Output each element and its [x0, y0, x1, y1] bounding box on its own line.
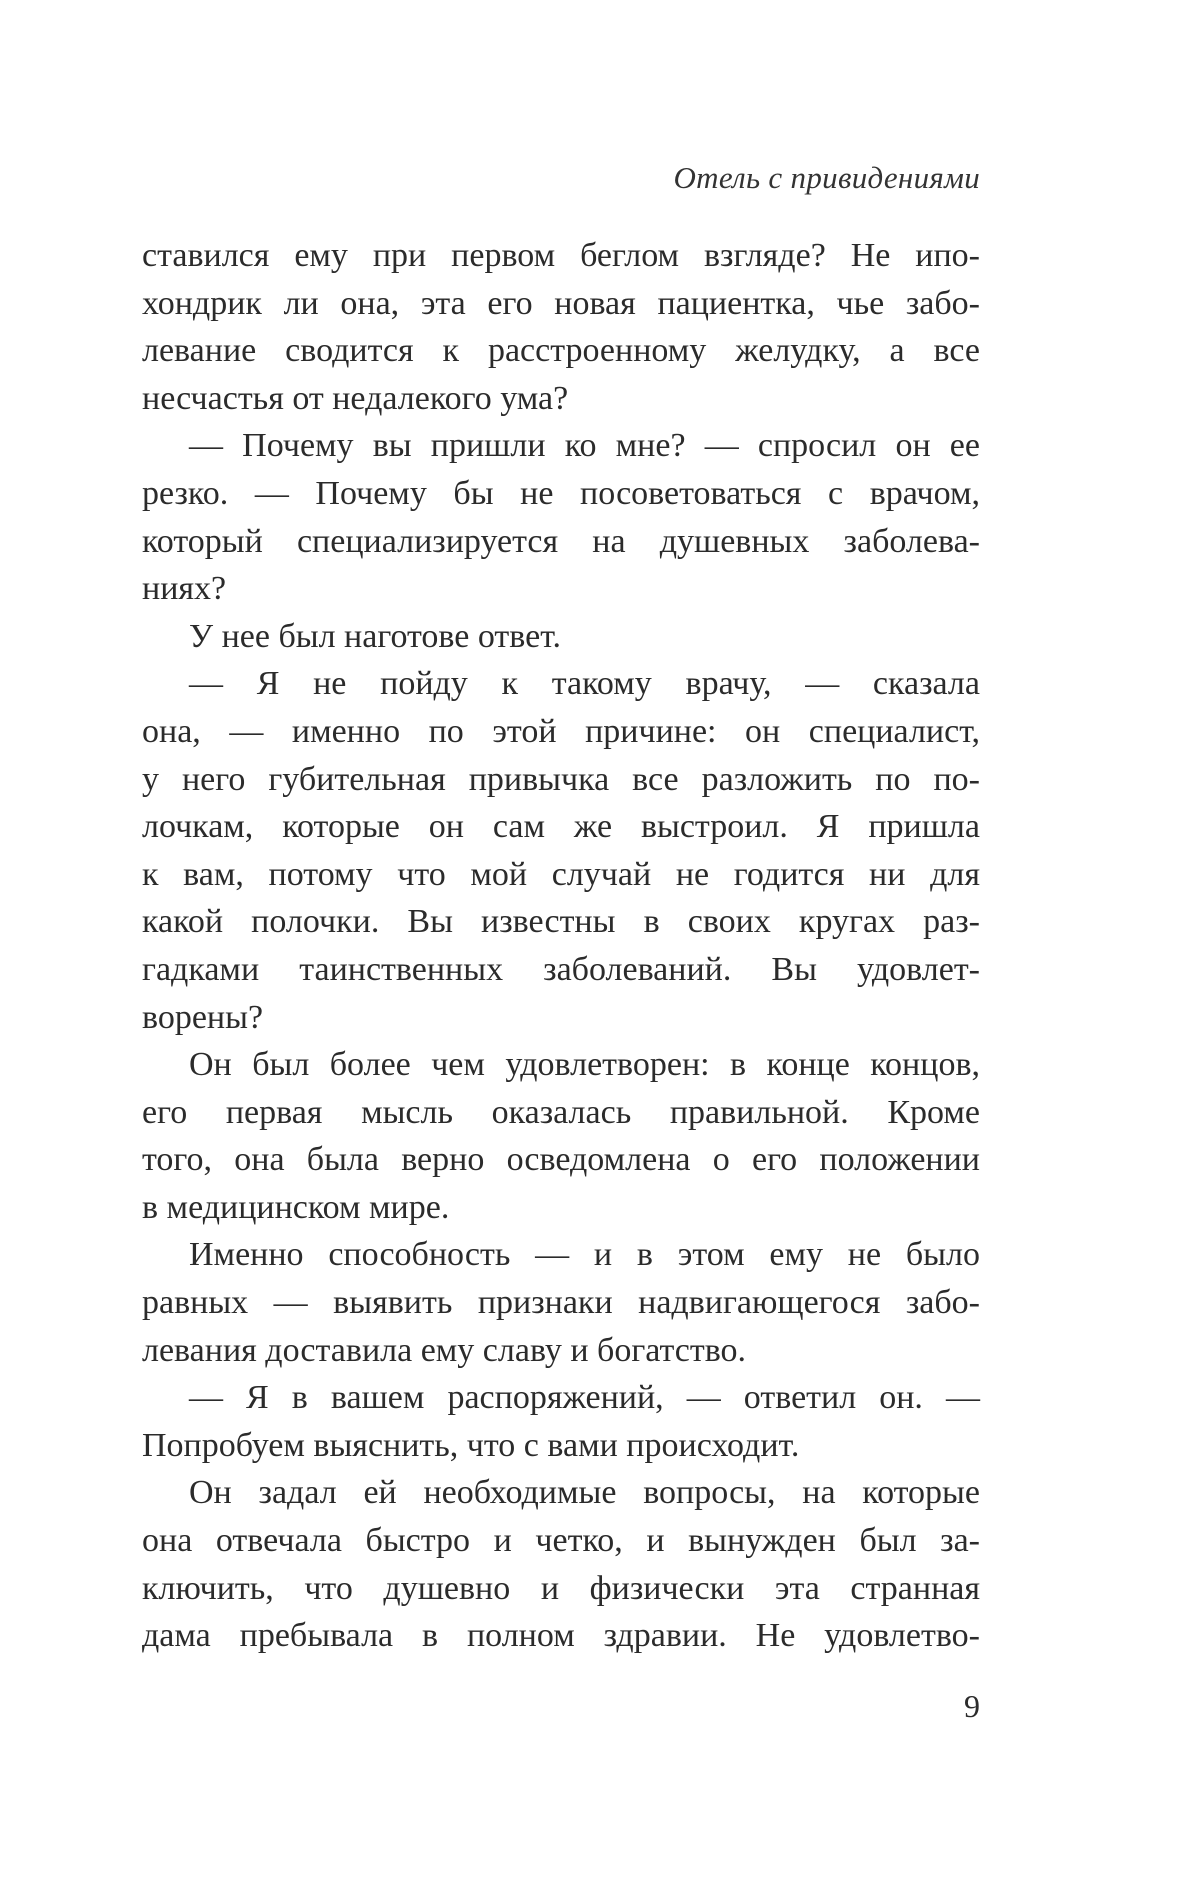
text-line: ниях? [142, 570, 227, 608]
text-line: левание сводится к расстроенному желудку, а все [142, 332, 980, 370]
text-line: в медицинском мире. [142, 1188, 450, 1226]
text-line: к вам, потому что мой случай не годится ни для [142, 855, 980, 893]
text-line: несчастья от недалекого ума? [142, 379, 569, 417]
text-line: ставился ему при первом беглом взгляде? Не ипо- [142, 237, 980, 274]
text-line: лочкам, которые он сам же выстроил. Я пришла [142, 808, 980, 846]
text-line: Он был более чем удовлетворен: в конце концов, [189, 1046, 980, 1084]
text-line: она отвечала быстро и четко, и вынужден был за- [142, 1522, 980, 1560]
text-line: Попробуем выяснить, что с вами происходит. [142, 1426, 800, 1464]
text-line: у него губительная привычка все разложить по по- [142, 760, 980, 798]
text-line: левания доставила ему славу и богатство. [142, 1331, 747, 1369]
text-line: она, — именно по этой причине: он специалист, [142, 712, 980, 750]
running-header: Отель с привидениями [673, 160, 980, 195]
text-line: который специализируется на душевных заболева- [142, 522, 980, 560]
text-line: Он задал ей необходимые вопросы, на которые [189, 1474, 980, 1512]
text-line: У нее был наготове ответ. [189, 617, 562, 655]
page-number: 9 [964, 1688, 980, 1724]
text-line: — Почему вы пришли ко мне? — спросил он ее [189, 427, 980, 465]
body-text [142, 232, 980, 1660]
text-line: дама пребывала в полном здравии. Не удовлетво- [142, 1617, 980, 1655]
text-line: резко. — Почему бы не посоветоваться с врачом, [142, 474, 980, 512]
text-line: какой полочки. Вы известны в своих кругах раз- [142, 903, 980, 941]
text-line: Именно способность — и в этом ему не было [189, 1236, 980, 1274]
text-line: — Я не пойду к такому врачу, — сказала [189, 665, 980, 703]
text-line: того, она была верно осведомлена о его положении [142, 1141, 980, 1179]
text-line: хондрик ли она, эта его новая пациентка, чье забо- [142, 284, 980, 322]
text-line: гадками таинственных заболеваний. Вы удовлет- [142, 950, 980, 988]
text-line: ключить, что душевно и физически эта странная [142, 1569, 980, 1607]
text-line: его первая мысль оказалась правильной. Кроме [142, 1093, 980, 1131]
text-line: равных — выявить признаки надвигающегося забо- [142, 1284, 980, 1322]
text-line: ворены? [142, 998, 264, 1036]
text-line: — Я в вашем распоряжений, — ответил он. — [189, 1379, 980, 1417]
